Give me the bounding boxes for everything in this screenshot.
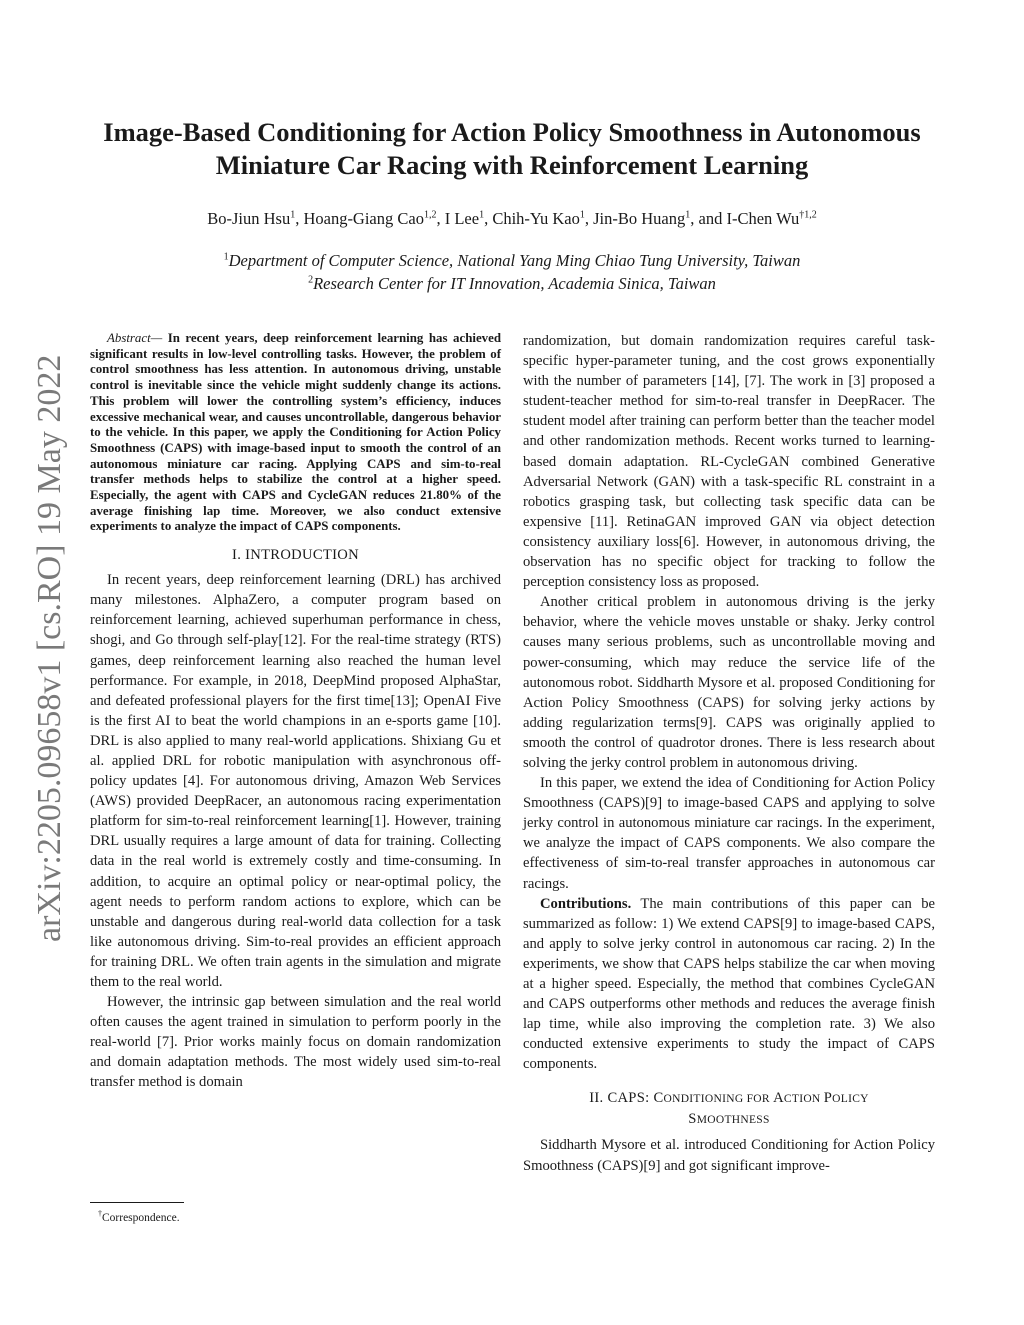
footnote (98, 1211, 180, 1225)
contributions-text: The main contributions of this paper can be summarized as follow: 1) We extend CAPS[9] to image-based CAPS, and apply to solve jerky control in autonomous car racing. 2) In the experiments, we show that CAPS helps stabilize the car when moving at a higher speed. Especially, the method that combines CycleGAN and CAPS outperforms other methods and reduces the average finish lap time, while also improving the completion rate. 3) We also conducted extensive experiments to study the impact of CAPS components. (523, 895, 935, 1073)
paragraph-continuation: randomization, but domain randomization requires careful task-specific hyper-parameter tuning, and the cost grows exponentially with the number of parameters [14], [7]. The work in [3] proposed a student-teacher method for sim-to-real transfer in DeepRacer. The student model after training can perform better than the teacher model and other randomization methods. Recent works turned to learning-based domain adaptation. RL-CycleGAN combined Generative Adversarial Network (GAN) with a task-specific RL constraint in a robotics grasping task, but collecting task specific data can be expensive [11]. RetinaGAN improved GAN via object detection consistency auxiliary loss[6]. However, in autonomous driving, the observation has no specific object for tracking to follow the perception consistency loss as proposed. (523, 333, 935, 591)
paragraph: In this paper, we extend the idea of Conditioning for Action Policy Smoothness (CAPS)[9] to image-based CAPS and applying to solve jerky control in autonomous miniature car racings. In the experiment, we analyze the impact of CAPS components. We also compare the effectiveness of sim-to-real transfer approaches in autonomous car racings. (523, 775, 935, 892)
section-heading-introduction: I. INTRODUCTION (232, 547, 359, 564)
section-heading-caps: II. CAPS: CONDITIONING FOR ACTION POLICY SMOOTHNESS (589, 1090, 869, 1128)
author-name: Bo-Jiun Hsu (207, 209, 291, 228)
author-name: Hoang-Giang Cao (303, 209, 424, 228)
author-separator: , (584, 209, 594, 228)
author-name: Jin-Bo Huang (593, 209, 686, 228)
author-name: Chih-Yu Kao (492, 209, 580, 228)
author-name: I-Chen Wu (726, 209, 800, 228)
author-name: I Lee (444, 209, 480, 228)
author-separator: , (295, 209, 304, 228)
left-column (90, 331, 501, 1093)
author-separator: , and (690, 209, 727, 228)
paragraph: Another critical problem in autonomous driving is the jerky behavior, where the vehicle moves unstable or shaky. Jerky control causes many serious problems, such as uncontrollable moving and power-consuming, which may reduce the service life of the autonomous robot. Siddharth Mysore et al. proposed Conditioning for Action Policy Smoothness (CAPS) for solving jerky actions by adding regularization terms[9]. CAPS was originally applied to smooth the control of quadrotor drones. There is less research about solving the jerky control problem in autonomous driving. (523, 594, 935, 771)
paragraph: However, the intrinsic gap between simulation and the real world often causes the agent trained in simulation to perform poorly in the real-world [7]. Prior works mainly focus on domain randomization and domain adaptation methods. The most widely used sim-to-real transfer method is domain (90, 994, 501, 1091)
author-mark: 1 (290, 209, 296, 221)
affiliation-mark: 2 (308, 274, 314, 286)
author-separator: , (436, 209, 445, 228)
arxiv-identifier: arXiv:2205.09658v1 [cs.RO] 19 May 2022 (31, 354, 68, 942)
affiliation (60, 249, 964, 272)
author-separator: , (484, 209, 493, 228)
footnote-rule (90, 1202, 184, 1203)
paper-title: Image-Based Conditioning for Action Policy Smoothness in Autonomous Miniature Car Racing with Reinforcement Learning (103, 117, 921, 180)
footnote-text: Correspondence. (102, 1212, 180, 1224)
affiliations (60, 249, 964, 295)
abstract (90, 331, 501, 535)
footnote-mark: † (98, 1209, 102, 1219)
paragraph: In recent years, deep reinforcement learning (DRL) has archived many milestones. AlphaZero, a computer program based on reinforcement learning, achieved superhuman performance in chess, shogi, and Go through self-play[12]. For the real-time strategy (RTS) games, deep reinforcement learning also reached the human level performance. For example, in 2018, DeepMind proposed AlphaStar, and defeated professional players for the first time[13]; OpenAI Five is the first AI to beat the world champions in an e-sports game [10]. DRL is also applied to many real-world applications. Shixiang Gu et al. applied DRL for robotic manipulation with asynchronous off-policy updates [4]. For autonomous driving, Amazon Web Services (AWS) provided DeepRacer, an autonomous racing experimentation platform for sim-to-real reinforcement learning[1]. However, training DRL usually requires a large amount of data for training. Collecting data in the real world is extremely costly and time-consuming. In addition, to acquire an optimal policy or near-optimal policy, the agent needs to perform random actions to explore, which can be unstable and dangerous during real-world data collection for a task like autonomous driving. Sim-to-real provides an efficient approach for training DRL. We often train agents in the simulation and migrate them to the real world. (90, 572, 501, 991)
abstract-text: In recent years, deep reinforcement learning has achieved significant results in low-level controlling tasks. However, the problem of control smoothness has less attention. In autonomous driving, unstable control is inevitable since the vehicle might suddenly change its actions. This problem will lower the controlling system’s efficiency, induces excessive mechanical wear, and causes uncontrollable, dangerous behavior to the vehicle. In this paper, we apply the Conditioning for Action Policy Smoothness (CAPS) with image-based input to smooth the control of an autonomous miniature car racing. Applying CAPS and sim-to-real transfer methods helps to stabilize the control at a higher speed. Especially, the agent with CAPS and CycleGAN reduces 21.80% of the average finishing lap time. Moreover, we also conduct extensive experiments to analyze the impact of CAPS components. (90, 331, 501, 534)
author-mark: 1,2 (423, 209, 437, 221)
author-mark: †1,2 (799, 209, 817, 221)
author-list (60, 208, 964, 230)
paragraph: Siddharth Mysore et al. introduced Conditioning for Action Policy Smoothness (CAPS)[9] and got significant improve- (523, 1137, 935, 1174)
affiliation-mark: 1 (223, 251, 229, 263)
affiliation (60, 272, 964, 295)
right-column (523, 331, 935, 1176)
abstract-label: Abstract— (107, 331, 168, 345)
author-mark: 1 (685, 209, 691, 221)
author-mark: 1 (479, 209, 485, 221)
affiliation-text: Research Center for IT Innovation, Academia Sinica, Taiwan (313, 274, 716, 293)
affiliation-text: Department of Computer Science, National Yang Ming Chiao Tung University, Taiwan (228, 251, 801, 270)
contributions-label: Contributions. (540, 895, 632, 912)
contributions-paragraph (523, 894, 935, 1075)
author-mark: 1 (579, 209, 585, 221)
